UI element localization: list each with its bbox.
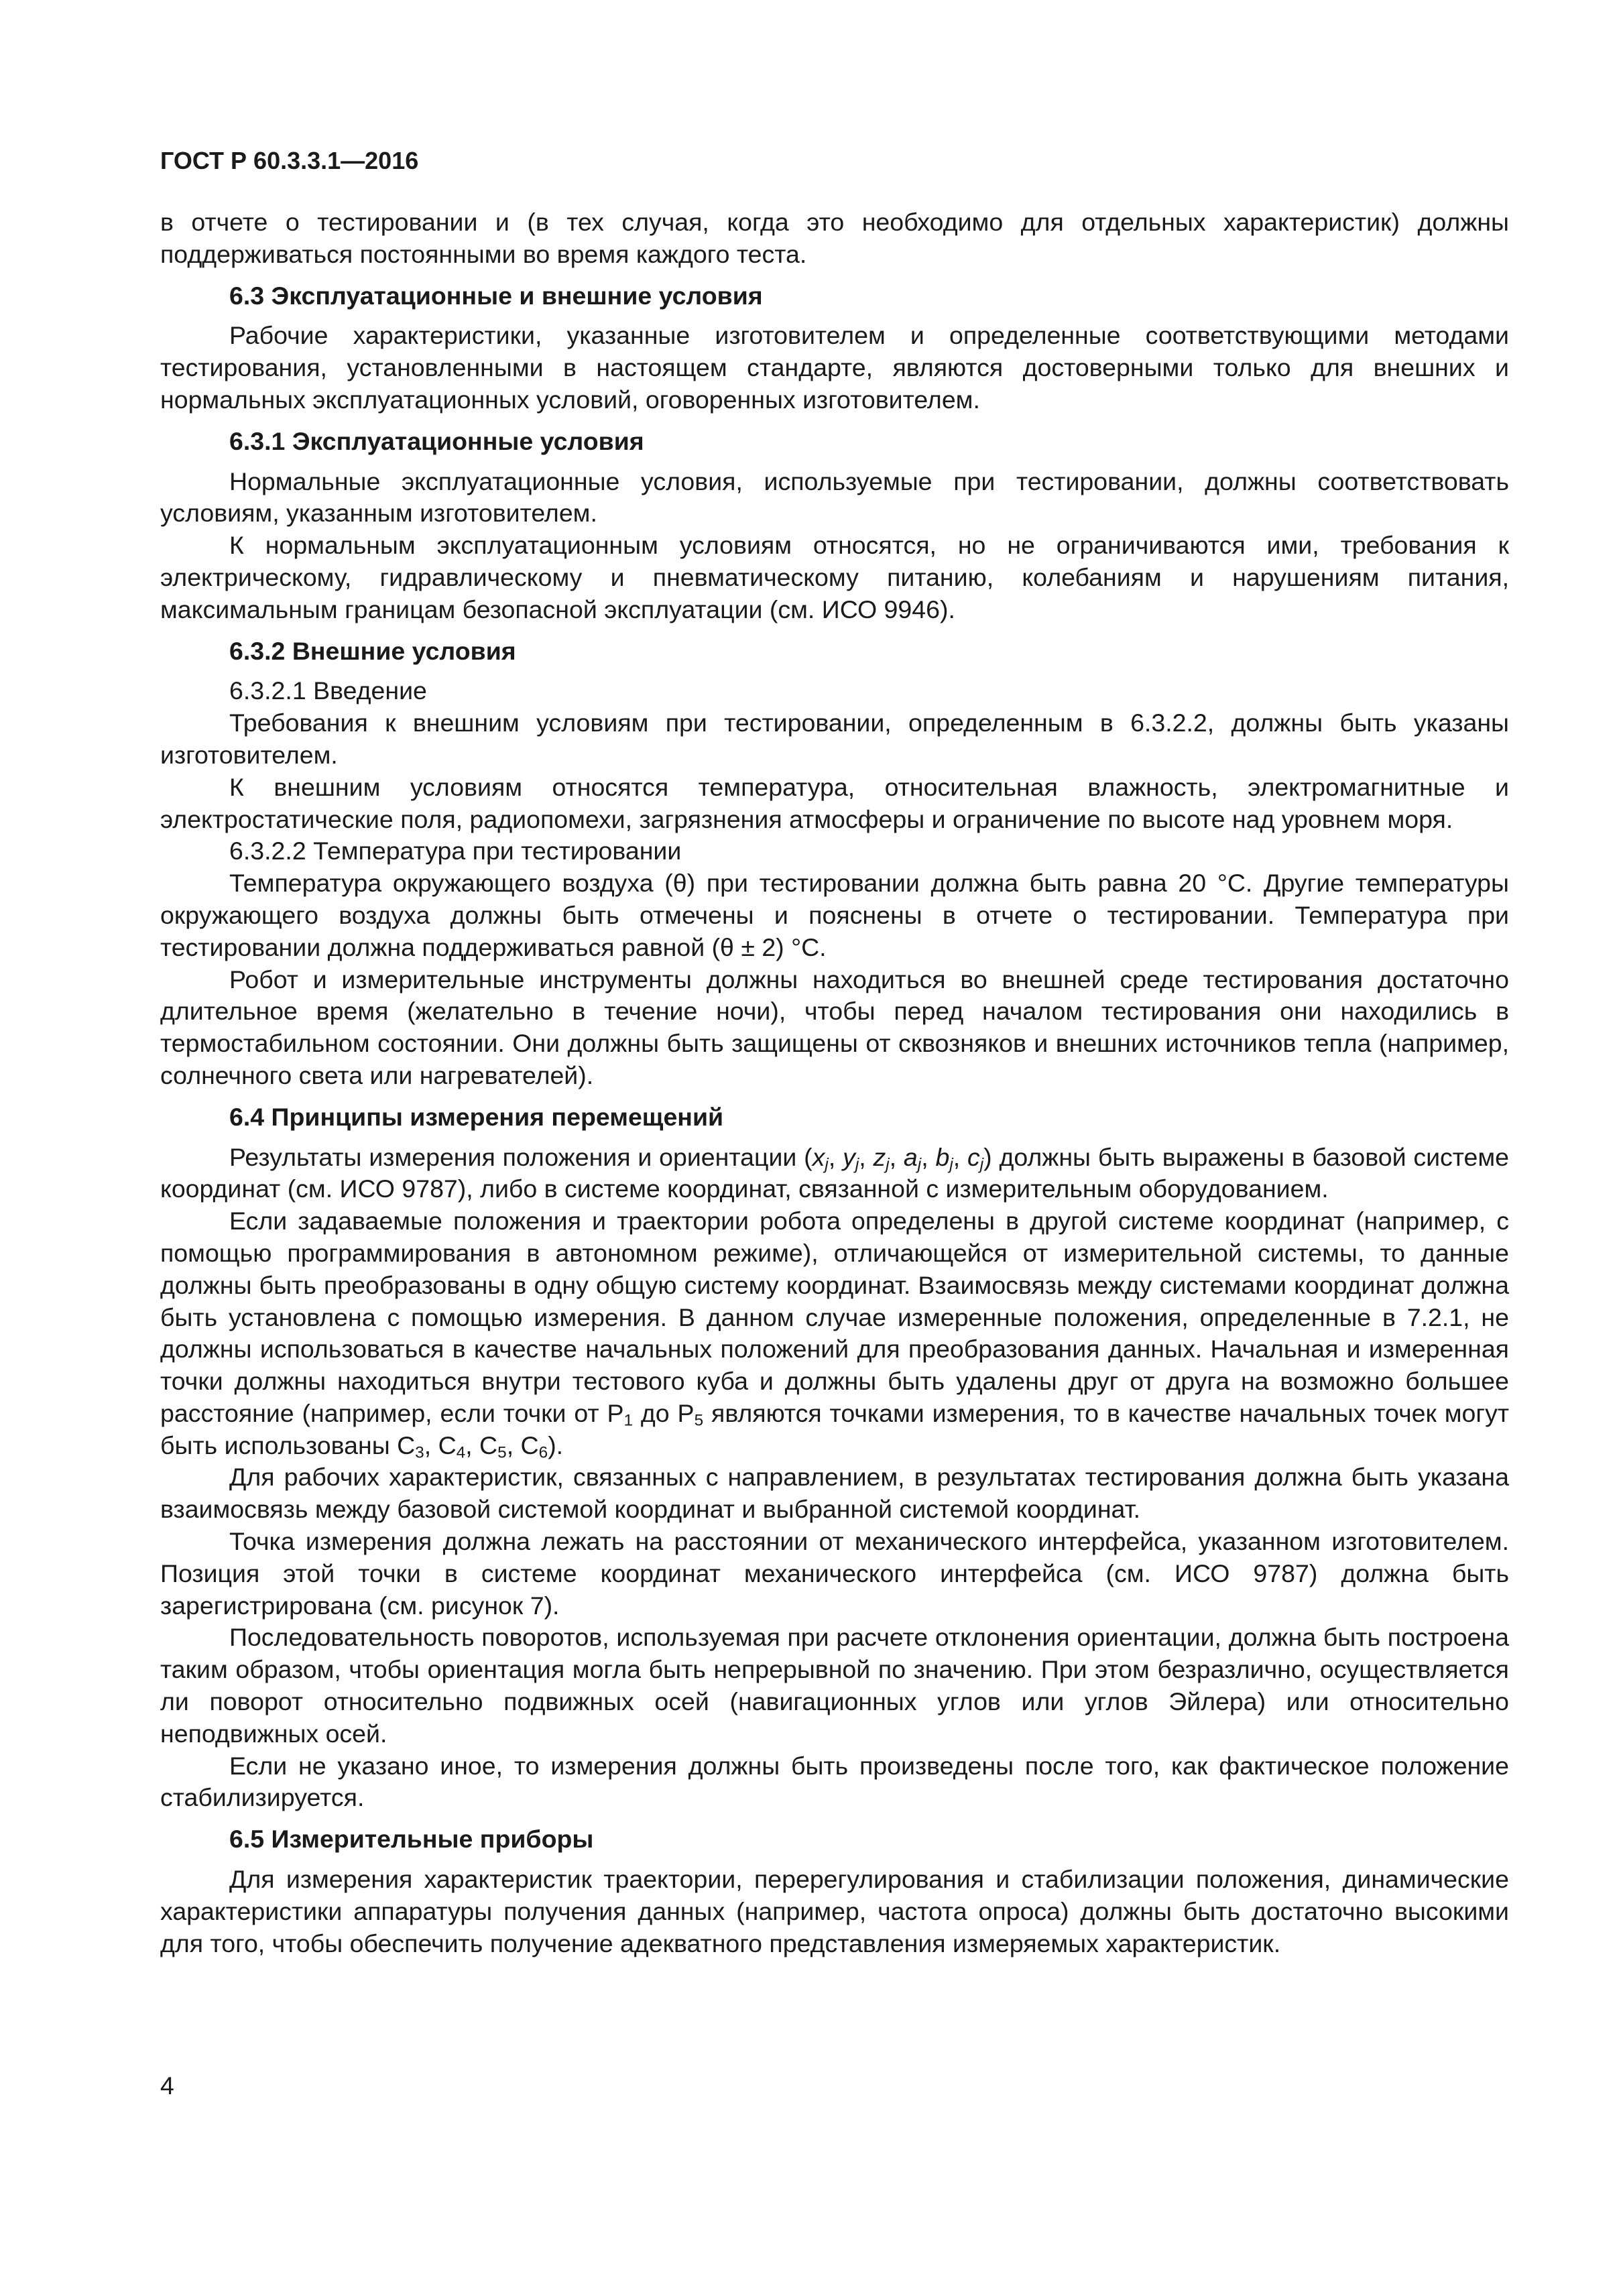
paragraph: К внешним условиям относятся температура, относительная влажность, электромагнитные и электростатические поля, радиопомехи, загрязнения атмосферы и ограничение по высоте над уровнем моря. [160, 772, 1509, 833]
coordinate-list: $x_j$, $y_j$, $z_j$, $a_j$, $b_j$, $c_j$ [812, 1142, 984, 1173]
page-number: 4 [160, 2071, 174, 2100]
subscript: 3 [415, 1443, 424, 1462]
subscript: j [979, 1154, 984, 1173]
subscript: j [825, 1154, 829, 1173]
coordinate-variable: $z_j$ [873, 1142, 890, 1173]
subscript: j [949, 1154, 953, 1173]
section-heading-6-5: 6.5 Измерительные приборы [229, 1825, 594, 1854]
paragraph: Для измерения характеристик траектории, перерегулирования и стабилизации положения, динамические характеристики аппаратуры получения данных (например, частота опроса) должны быть достаточно высокими для того, чтобы обеспечить получение адекватного представления измеряемых характеристик. [160, 1865, 1509, 1957]
paragraph: Для рабочих характеристик, связанных с направлением, в результатах тестирования должна быть указана взаимосвязь между базовой системой координат и выбранной системой координат. [160, 1463, 1509, 1524]
paragraph: Если не указано иное, то измерения должны быть произведены после того, как фактическое положение стабилизируется. [160, 1751, 1509, 1812]
paragraph [160, 1205, 1509, 1461]
paragraph: Нормальные эксплуатационные условия, используемые при тестировании, должны соответствовать условиям, указанным изготовителем. [160, 467, 1509, 528]
text-run: Если задаваемые положения и траектории робота определены в другой системе координат (например, с помощью программирования в автономном режиме), отличающейся от измерительной системы, то данные должны быть преобразованы в одну общую систему координат. Взаимосвязь между системами координат должна быть установлена с помощью измерения. В данном случае измеренные положения, определенные в 7.2.1, не должны использоваться в качестве начальных положений для преобразования данных. Начальная и измеренная точки должны находиться внутри тестового куба и должны быть удалены друг от друга на возможно большее расстояние (например, если точки от P [160, 1207, 1509, 1427]
coordinate-variable: $c_j$ [967, 1142, 984, 1173]
section-heading-6-3-2: 6.3.2 Внешние условия [229, 636, 516, 665]
coordinate-variable: $a_j$ [903, 1142, 922, 1173]
coordinate-variable: $x_j$ [812, 1142, 829, 1173]
subscript: 5 [694, 1411, 704, 1430]
paragraph: в отчете о тестировании и (в тех случая, когда это необходимо для отдельных характеристик) должны поддерживаться постоянными во время каждого теста. [160, 208, 1509, 268]
paragraph: Рабочие характеристики, указанные изготовителем и определенные соответствующими методами тестирования, установленными в настоящем стандарте, являются достоверными только для внешних и нормальных эксплуатационных условий, оговоренных изготовителем. [160, 321, 1509, 414]
paragraph: Точка измерения должна лежать на расстоянии от механического интерфейса, указанном изготовителем. Позиция этой точки в системе координат механического интерфейса (см. ИСО 9787) должна быть зарегистрирована (см. рисунок 7). [160, 1527, 1509, 1620]
coordinate-variable: $y_j$ [843, 1142, 859, 1173]
text-run: ) должны быть выражены в базовой системе координат (см. ИСО 9787), либо в системе координат, связанной с измерительным оборудованием. [160, 1142, 1510, 1203]
paragraph: Температура окружающего воздуха (θ) при тестировании должна быть равна 20 °С. Другие температуры окружающего воздуха должны быть отмечены и пояснены в отчете о тестировании. Температура при тестировании должна поддерживаться равной (θ ± 2) °С. [160, 869, 1509, 961]
subscript: 6 [538, 1443, 548, 1462]
section-heading-6-4: 6.4 Принципы измерения перемещений [229, 1102, 724, 1131]
subscript: j [917, 1154, 922, 1173]
text-run: являются точками измерения, то в качестве начальных точек могут быть использованы C [160, 1398, 1510, 1459]
document-page [160, 146, 1509, 1959]
subscript: 1 [623, 1411, 634, 1430]
section-heading-6-3-1: 6.3.1 Эксплуатационные условия [229, 426, 644, 455]
subscript: j [886, 1154, 890, 1173]
subsection-title-6-3-2-2: 6.3.2.2 Температура при тестировании [229, 837, 682, 865]
subscript: j [855, 1154, 859, 1173]
text-run: ). [548, 1431, 564, 1459]
subscript: 4 [456, 1443, 466, 1462]
text-run: до P [633, 1398, 695, 1427]
paragraph: Последовательность поворотов, используемая при расчете отклонения ориентации, должна быть построена таким образом, чтобы ориентация могла быть непрерывной по значению. При этом безразлично, осуществляется ли поворот относительно подвижных осей (навигационных углов или углов Эйлера) или относительно неподвижных осей. [160, 1623, 1509, 1748]
subscript: 5 [497, 1443, 507, 1462]
section-heading-6-3: 6.3 Эксплуатационные и внешние условия [229, 281, 763, 310]
paragraph: К нормальным эксплуатационным условиям относятся, но не ограничиваются ими, требования к электрическому, гидравлическому и пневматическому питанию, колебаниям и нарушениям питания, максимальным границам безопасной эксплуатации (см. ИСО 9946). [160, 531, 1509, 623]
subsection-title-6-3-2-1: 6.3.2.1 Введение [229, 676, 427, 705]
paragraph: Требования к внешним условиям при тестировании, определенным в 6.3.2.2, должны быть указаны изготовителем. [160, 709, 1509, 769]
coordinate-variable: $b_j$ [935, 1142, 953, 1173]
document-header: ГОСТ Р 60.3.3.1—2016 [160, 147, 419, 174]
paragraph: Робот и измерительные инструменты должны находиться во внешней среде тестирования достаточно длительное время (желательно в течение ночи), чтобы перед началом тестирования они находились в термостабильном состоянии. Они должны быть защищены от сквозняков и внешних источников тепла (например, солнечного света или нагревателей). [160, 965, 1509, 1089]
paragraph [160, 1142, 1509, 1206]
text-run: Результаты измерения положения и ориентации ( [229, 1142, 813, 1171]
point-list: $_3$, $C_4$, $C_5$, $C_6$ [415, 1431, 548, 1462]
